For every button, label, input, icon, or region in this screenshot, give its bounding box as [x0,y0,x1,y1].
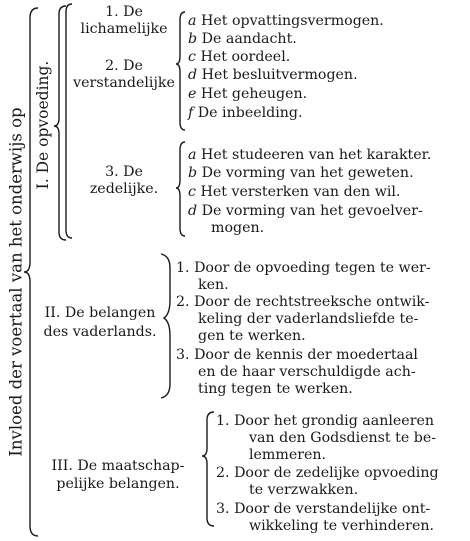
numbered-item-continuation: ken. [198,277,229,293]
numbered-item-continuation: wikkeling te verhinderen. [249,518,434,534]
sub2-number: 2. De [105,58,143,74]
list-item: f De inbeelding. [188,105,303,121]
numbered-item: 2. Door de rechtstreeksche ontwik- [176,294,430,310]
numbered-item-continuation: gen te werken. [198,328,306,344]
sub1-number: 1. De [105,4,143,20]
list-item: b De vorming van het geweten. [188,165,414,181]
list-item: a Het studeeren van het karakter. [188,147,432,163]
list-item: d Het besluitvermogen. [188,67,358,83]
numbered-item-continuation: en de haar verschuldigde ach- [198,364,416,380]
sub3-label: zedelijke. [89,181,159,197]
list-item: d De vorming van het gevoelver- [188,203,423,219]
subitems-brace [66,4,72,238]
section1-title: I. De opvoeding. [34,60,52,190]
numbered-item: 1. Door de opvoeding tegen te wer- [176,260,431,276]
numbered-item: 2. Door de zedelijke opvoeding [216,465,439,481]
list-item: e Het geheugen. [188,86,308,102]
list-item: a Het opvattingsvermogen. [188,13,384,29]
section2-title-line2: des vaderlands. [43,324,157,340]
numbered-item: 1. Door het grondig aanleeren [216,413,435,429]
section1-brace [54,6,66,240]
numbered-item: 3. Door de verstandelijke ont- [216,501,431,517]
numbered-item-continuation: van den Godsdienst te be- [249,430,437,446]
section2-title-line1: II. De belangen [44,305,156,321]
numbered-item-continuation: te verzwakken. [249,482,359,498]
list-item: c Het versterken van den wil. [188,184,401,200]
list-item: b De aandacht. [188,31,297,47]
numbered-item-continuation: lemmeren. [249,447,327,463]
numbered-item: 3. Door de kennis der moedertaal [176,347,418,363]
main-title: Invloed der voertaal van het onderwijs op [6,107,26,457]
numbered-item-continuation: keling der vaderlandsliefde te- [198,311,419,327]
list-item: c Het oordeel. [188,49,291,65]
sub3-number: 3. De [105,164,143,180]
numbered-item-continuation: ting tegen te werken. [198,381,353,397]
verstandelijke-brace [176,12,185,130]
zedelijke-brace [176,142,185,236]
sub2-label: verstandelijke [73,75,175,91]
sub1-label: lichamelijke [80,21,168,37]
section3-title-line2: pelijke belangen. [56,476,180,492]
section3-title-line1: III. De maatschap- [51,458,185,474]
list-item-continuation: mogen. [211,220,265,236]
